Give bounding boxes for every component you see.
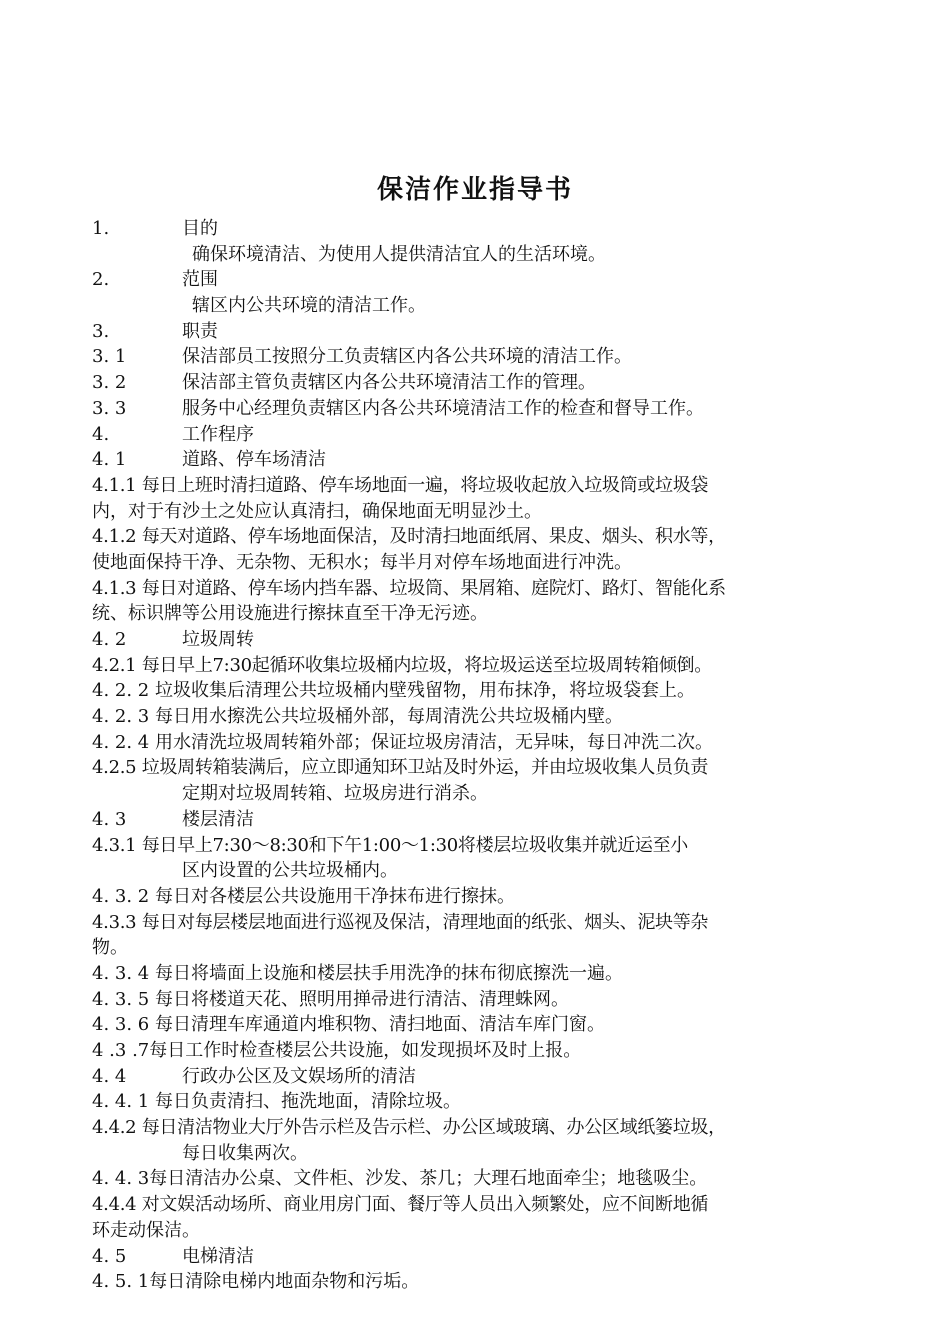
paragraph-line: 4. 3. 2 每日对各楼层公共设施用干净抹布进行擦抹。	[92, 885, 515, 907]
paragraph-line: 4.4.4 对文娱活动场所、商业用房门面、餐厅等人员出入频繁处，应不间断地循	[92, 1194, 709, 1216]
subsection-number: 4. 3	[92, 808, 127, 830]
subsection-number: 4. 4	[92, 1065, 127, 1087]
paragraph-line: 环走动保洁。	[92, 1219, 200, 1241]
paragraph-line: 4.4.2 每日清洁物业大厅外告示栏及告示栏、办公区域玻璃、办公区域纸篓垃圾，	[92, 1117, 726, 1139]
section-number: 3.	[92, 320, 110, 342]
clause-number: 3. 1	[92, 346, 127, 368]
paragraph-text: 区内设置的公共垃圾桶内。	[182, 860, 398, 882]
section-number: 1.	[92, 218, 110, 239]
clause	[92, 370, 882, 396]
subsection-heading	[92, 1064, 882, 1090]
paragraph-line-indented	[92, 1141, 882, 1167]
paragraph-line: 4. 2. 4 用水清洗垃圾周转箱外部；保证垃圾房清洁，无异味，每日冲洗二次。	[92, 731, 713, 753]
paragraph-line: 4.2.1 每日早上7:30起循环收集垃圾桶内垃圾，将垃圾运送至垃圾周转箱倾倒。	[92, 654, 712, 676]
paragraph	[92, 293, 882, 319]
subsection-title: 行政办公区及文娱场所的清洁	[182, 1065, 416, 1087]
paragraph-line: 4. 2. 3 每日用水擦洗公共垃圾桶外部，每周清洗公共垃圾桶内壁。	[92, 706, 623, 728]
subsection-title: 电梯清洁	[182, 1245, 254, 1267]
paragraph-line-indented	[92, 858, 882, 884]
paragraph-line: 物。	[92, 937, 128, 959]
clause-text: 保洁部员工按照分工负责辖区内各公共环境的清洁工作。	[182, 346, 632, 368]
subsection-heading	[92, 627, 882, 653]
document-title: 保洁作业指导书	[376, 175, 573, 205]
paragraph-line: 4. 4. 3每日清洁办公桌、文件柜、沙发、茶几；大理石地面牵尘；地毯吸尘。	[92, 1168, 708, 1190]
paragraph-line: 4 .3 .7每日工作时检查楼层公共设施，如发现损坏及时上报。	[92, 1040, 582, 1061]
clause	[92, 396, 882, 422]
paragraph-line: 使地面保持干净、无杂物、无积水；每半月对停车场地面进行冲洗。	[92, 551, 632, 573]
subsection-title: 道路、停车场清洁	[182, 449, 326, 471]
paragraph-line: 4.3.3 每日对每层楼层地面进行巡视及保洁，清理地面的纸张、烟头、泥块等杂	[92, 911, 709, 933]
paragraph-line: 4.1.1 每日上班时清扫道路、停车场地面一遍，将垃圾收起放入垃圾筒或垃圾袋	[92, 474, 709, 496]
paragraph-line: 4. 3. 4 每日将墙面上设施和楼层扶手用洗净的抹布彻底擦洗一遍。	[92, 962, 623, 984]
clause-text: 保洁部主管负责辖区内各公共环境清洁工作的管理。	[182, 372, 596, 394]
paragraph-line: 统、标识牌等公用设施进行擦抹直至干净无污迹。	[92, 603, 488, 625]
subsection-number: 4. 5	[92, 1245, 127, 1267]
section-title: 目的	[182, 218, 218, 239]
paragraph-text: 定期对垃圾周转箱、垃圾房进行消杀。	[182, 783, 488, 805]
section-title: 工作程序	[182, 423, 254, 445]
clause-number: 3. 2	[92, 372, 127, 394]
paragraph-text: 确保环境清洁、为使用人提供清洁宜人的生活环境。	[192, 243, 606, 265]
section-title: 范围	[182, 269, 218, 291]
subsection-number: 4. 2	[92, 629, 127, 650]
paragraph-line: 内，对于有沙土之处应认真清扫，确保地面无明显沙土。	[92, 500, 542, 522]
subsection-title: 楼层清洁	[182, 808, 254, 830]
paragraph-line: 4.3.1 每日早上7:30～8:30和下午1:00～1:30将楼层垃圾收集并就近运至小	[92, 834, 689, 856]
paragraph-line: 4. 3. 5 每日将楼道天花、照明用掸帚进行清洁、清理蛛网。	[92, 988, 569, 1010]
subsection-heading	[92, 807, 882, 833]
clause	[92, 344, 882, 370]
paragraph-text: 每日收集两次。	[182, 1142, 308, 1164]
section-title: 职责	[182, 320, 218, 342]
paragraph-text: 辖区内公共环境的清洁工作。	[192, 295, 426, 317]
section-heading	[92, 319, 882, 345]
section-heading	[92, 216, 882, 242]
section-number: 4.	[92, 423, 110, 445]
clause-number: 3. 3	[92, 397, 127, 419]
document-body	[92, 216, 882, 1295]
section-heading	[92, 422, 882, 448]
paragraph-line: 4. 2. 2 垃圾收集后清理公共垃圾桶内壁残留物，用布抹净，将垃圾袋套上。	[92, 680, 695, 702]
clause-text: 服务中心经理负责辖区内各公共环境清洁工作的检查和督导工作。	[182, 397, 704, 419]
paragraph	[92, 242, 882, 268]
paragraph-line: 4.1.2 每天对道路、停车场地面保洁，及时清扫地面纸屑、果皮、烟头、积水等，	[92, 526, 726, 548]
subsection-title: 垃圾周转	[182, 629, 254, 650]
paragraph-line: 4. 5. 1每日清除电梯内地面杂物和污垢。	[92, 1271, 420, 1293]
paragraph-line-indented	[92, 781, 882, 807]
subsection-number: 4. 1	[92, 449, 127, 471]
paragraph-line: 4. 3. 6 每日清理车库通道内堆积物、清扫地面、清洁车库门窗。	[92, 1014, 605, 1036]
paragraph-line: 4.2.5 垃圾周转箱装满后，应立即通知环卫站及时外运，并由垃圾收集人员负责	[92, 757, 709, 779]
section-heading	[92, 267, 882, 293]
subsection-heading	[92, 447, 882, 473]
paragraph-line: 4. 4. 1 每日负责清扫、拖洗地面，清除垃圾。	[92, 1091, 461, 1113]
section-number: 2.	[92, 269, 110, 291]
paragraph-line: 4.1.3 每日对道路、停车场内挡车器、垃圾筒、果屑箱、庭院灯、路灯、智能化系	[92, 577, 726, 599]
subsection-heading	[92, 1244, 882, 1270]
